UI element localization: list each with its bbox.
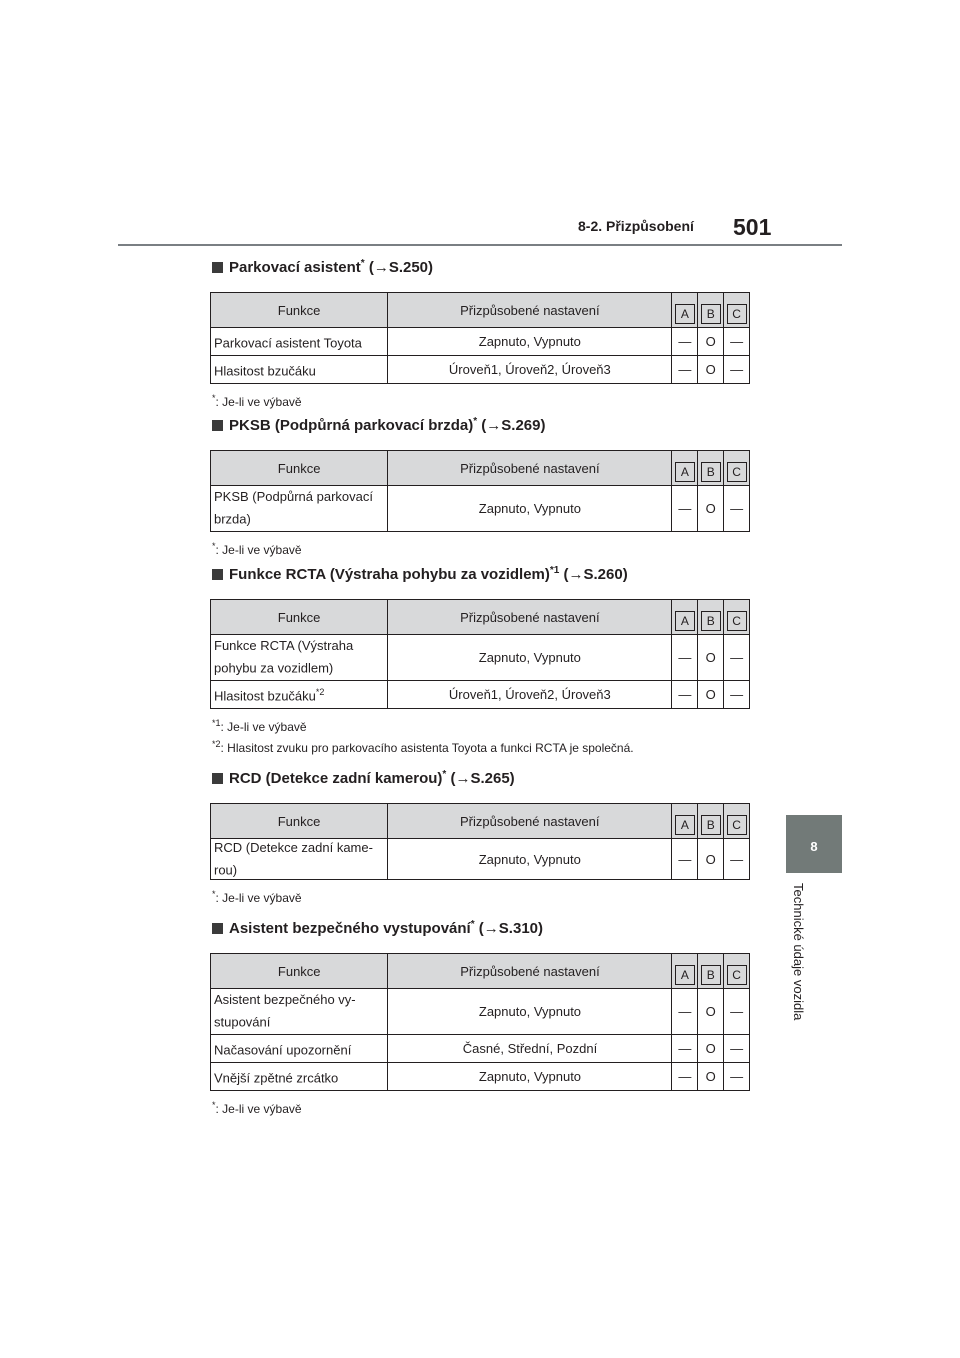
cell-funkce bbox=[211, 635, 388, 681]
cell-c: — bbox=[724, 681, 750, 709]
footnote-text: : Je-li ve výbavě bbox=[215, 395, 302, 409]
settings-table bbox=[210, 599, 750, 709]
cell-funkce bbox=[211, 839, 388, 880]
bullet-square-icon bbox=[212, 923, 223, 934]
cell-a: — bbox=[672, 681, 698, 709]
footnote bbox=[212, 889, 750, 905]
cell-funkce-text: Načasování upozornění bbox=[214, 1042, 352, 1058]
column-header-b bbox=[698, 954, 724, 989]
page-reference-link[interactable]: (→S.310) bbox=[474, 920, 543, 937]
column-header-nastaveni: Přizpůsobené nastavení bbox=[388, 804, 672, 839]
column-header-c bbox=[724, 600, 750, 635]
cell-b: O bbox=[698, 839, 724, 880]
footnote bbox=[212, 718, 750, 734]
cell-funkce-text: Vnější zpětné zrcátko bbox=[214, 1070, 339, 1086]
cell-c: — bbox=[724, 989, 750, 1035]
section-title-text bbox=[229, 919, 543, 937]
cell-funkce-text: Funkce RCTA (Výstraha pohybu za vozidlem) bbox=[214, 638, 354, 676]
footnote-mark: *1 bbox=[212, 718, 221, 728]
section-rcd bbox=[210, 769, 750, 905]
boxed-letter-a: A bbox=[675, 965, 695, 985]
footnote-mark: * bbox=[360, 258, 365, 269]
column-header-funkce: Funkce bbox=[211, 600, 388, 635]
column-header-nastaveni: Přizpůsobené nastavení bbox=[388, 954, 672, 989]
section-title bbox=[212, 258, 750, 280]
footnote bbox=[212, 1100, 750, 1116]
cell-a: — bbox=[672, 328, 698, 356]
section-title-text bbox=[229, 565, 628, 583]
table-header-row bbox=[211, 804, 750, 839]
cell-nastaveni: Časné, Střední, Pozdní bbox=[388, 1035, 672, 1063]
chapter-number: 8 bbox=[810, 839, 818, 854]
section-title bbox=[212, 565, 750, 587]
page-reference-link[interactable]: (→S.250) bbox=[364, 259, 434, 276]
column-header-funkce: Funkce bbox=[211, 804, 388, 839]
section-title bbox=[212, 416, 750, 438]
footnote-mark: * bbox=[212, 1100, 216, 1110]
header-divider bbox=[118, 244, 842, 246]
section-title bbox=[212, 919, 750, 941]
column-header-nastaveni: Přizpůsobené nastavení bbox=[388, 293, 672, 328]
footnote-text: : Je-li ve výbavě bbox=[220, 720, 307, 734]
column-header-funkce: Funkce bbox=[211, 451, 388, 486]
section-title-text bbox=[229, 416, 545, 434]
settings-table bbox=[210, 450, 750, 532]
cell-funkce-text: Asistent bezpečného vy-stupování bbox=[214, 992, 356, 1030]
cell-nastaveni: Zapnuto, Vypnuto bbox=[388, 839, 672, 880]
page-reference-link[interactable]: (→S.269) bbox=[477, 417, 546, 434]
section-pksb bbox=[210, 416, 750, 557]
column-header-a bbox=[672, 954, 698, 989]
footnote-text: : Je-li ve výbavě bbox=[215, 543, 302, 557]
section-parkovaci-asistent bbox=[210, 258, 750, 409]
settings-table bbox=[210, 292, 750, 384]
cell-nastaveni: Zapnuto, Vypnuto bbox=[388, 486, 672, 532]
table-header-row bbox=[211, 600, 750, 635]
cell-funkce bbox=[211, 328, 388, 356]
cell-funkce-text: RCD (Detekce zadní kame-rou) bbox=[214, 840, 373, 878]
chapter-tab[interactable] bbox=[786, 815, 842, 873]
footnote-mark: * bbox=[473, 416, 478, 427]
cell-funkce bbox=[211, 356, 388, 384]
boxed-letter-b: B bbox=[701, 965, 721, 985]
cell-nastaveni: Zapnuto, Vypnuto bbox=[388, 328, 672, 356]
boxed-letter-a: A bbox=[675, 462, 695, 482]
footnote-text: : Je-li ve výbavě bbox=[215, 1102, 302, 1116]
column-header-c bbox=[724, 293, 750, 328]
cell-c: — bbox=[724, 486, 750, 532]
boxed-letter-a: A bbox=[675, 815, 695, 835]
column-header-c bbox=[724, 804, 750, 839]
column-header-b bbox=[698, 804, 724, 839]
cell-c: — bbox=[724, 356, 750, 384]
page-reference-link[interactable]: (→S.265) bbox=[446, 770, 515, 787]
boxed-letter-b: B bbox=[701, 611, 721, 631]
column-header-a bbox=[672, 451, 698, 486]
section-header-title: 8-2. Přizpůsobení bbox=[578, 218, 694, 234]
boxed-letter-c: C bbox=[727, 815, 747, 835]
column-header-c bbox=[724, 451, 750, 486]
footnote-mark: * bbox=[212, 541, 216, 551]
settings-table bbox=[210, 953, 750, 1091]
cell-b: O bbox=[698, 328, 724, 356]
bullet-square-icon bbox=[212, 262, 223, 273]
cell-funkce bbox=[211, 486, 388, 532]
footnote-mark: * bbox=[212, 393, 216, 403]
section-title-label: PKSB (Podpůrná parkovací brzda) bbox=[229, 417, 474, 434]
footnote bbox=[212, 541, 750, 557]
column-header-b bbox=[698, 293, 724, 328]
table-row bbox=[211, 1035, 750, 1063]
table-row bbox=[211, 356, 750, 384]
boxed-letter-b: B bbox=[701, 815, 721, 835]
cell-b: O bbox=[698, 681, 724, 709]
footnote bbox=[212, 739, 750, 755]
cell-a: — bbox=[672, 486, 698, 532]
table-row bbox=[211, 839, 750, 880]
cell-funkce bbox=[211, 989, 388, 1035]
table-header-row bbox=[211, 451, 750, 486]
table-row bbox=[211, 486, 750, 532]
column-header-funkce: Funkce bbox=[211, 954, 388, 989]
cell-nastaveni: Zapnuto, Vypnuto bbox=[388, 1063, 672, 1091]
cell-funkce bbox=[211, 1035, 388, 1063]
cell-footnote-mark: *2 bbox=[315, 687, 325, 698]
cell-c: — bbox=[724, 328, 750, 356]
footnote-mark: *1 bbox=[549, 565, 560, 576]
column-header-a bbox=[672, 600, 698, 635]
cell-nastaveni: Úroveň1, Úroveň2, Úroveň3 bbox=[388, 681, 672, 709]
column-header-b bbox=[698, 451, 724, 486]
settings-table bbox=[210, 803, 750, 880]
cell-b: O bbox=[698, 989, 724, 1035]
cell-funkce-text: PKSB (Podpůrná parkovací brzda) bbox=[214, 489, 373, 527]
cell-a: — bbox=[672, 635, 698, 681]
footnote-mark: * bbox=[442, 769, 447, 780]
boxed-letter-c: C bbox=[727, 965, 747, 985]
cell-b: O bbox=[698, 486, 724, 532]
boxed-letter-b: B bbox=[701, 462, 721, 482]
boxed-letter-a: A bbox=[675, 611, 695, 631]
cell-a: — bbox=[672, 1063, 698, 1091]
bullet-square-icon bbox=[212, 420, 223, 431]
table-row bbox=[211, 328, 750, 356]
cell-c: — bbox=[724, 1063, 750, 1091]
cell-a: — bbox=[672, 356, 698, 384]
cell-b: O bbox=[698, 1063, 724, 1091]
section-title-label: RCD (Detekce zadní kamerou) bbox=[229, 770, 443, 787]
cell-b: O bbox=[698, 635, 724, 681]
section-rcta bbox=[210, 565, 750, 755]
cell-nastaveni: Zapnuto, Vypnuto bbox=[388, 989, 672, 1035]
table-row bbox=[211, 989, 750, 1035]
column-header-c bbox=[724, 954, 750, 989]
boxed-letter-c: C bbox=[727, 462, 747, 482]
footnote bbox=[212, 393, 750, 409]
footnote-text: : Je-li ve výbavě bbox=[215, 891, 302, 906]
column-header-a bbox=[672, 293, 698, 328]
footnote-mark: *2 bbox=[212, 739, 221, 749]
page-number: 501 bbox=[733, 214, 772, 240]
cell-b: O bbox=[698, 356, 724, 384]
chapter-label bbox=[788, 883, 808, 1053]
cell-nastaveni: Zapnuto, Vypnuto bbox=[388, 635, 672, 681]
table-row bbox=[211, 681, 750, 709]
section-title bbox=[212, 769, 750, 791]
boxed-letter-b: B bbox=[701, 304, 721, 324]
page-reference-link[interactable]: (→S.260) bbox=[559, 566, 628, 583]
section-title-label: Parkovací asistent bbox=[229, 259, 361, 276]
chapter-label-text: Technické údaje vozidla bbox=[791, 883, 806, 1021]
cell-c: — bbox=[724, 1035, 750, 1063]
table-row bbox=[211, 635, 750, 681]
column-header-b bbox=[698, 600, 724, 635]
footnote-mark: * bbox=[212, 889, 216, 900]
boxed-letter-a: A bbox=[675, 304, 695, 324]
column-header-nastaveni: Přizpůsobené nastavení bbox=[388, 451, 672, 486]
table-header-row bbox=[211, 293, 750, 328]
section-title-label: Funkce RCTA (Výstraha pohybu za vozidlem) bbox=[229, 566, 550, 583]
cell-funkce-text: Hlasitost bzučáku bbox=[214, 688, 316, 704]
cell-c: — bbox=[724, 839, 750, 880]
section-asistent-vystupovani bbox=[210, 919, 750, 1116]
table-row bbox=[211, 1063, 750, 1091]
footnote-mark: * bbox=[470, 919, 475, 930]
cell-a: — bbox=[672, 1035, 698, 1063]
bullet-square-icon bbox=[212, 569, 223, 580]
boxed-letter-c: C bbox=[727, 304, 747, 324]
boxed-letter-c: C bbox=[727, 611, 747, 631]
cell-c: — bbox=[724, 635, 750, 681]
section-title-text bbox=[229, 258, 433, 276]
column-header-funkce: Funkce bbox=[211, 293, 388, 328]
cell-funkce-text: Hlasitost bzučáku bbox=[214, 363, 316, 379]
section-title-text bbox=[229, 769, 515, 787]
table-header-row bbox=[211, 954, 750, 989]
column-header-nastaveni: Přizpůsobené nastavení bbox=[388, 600, 672, 635]
cell-funkce bbox=[211, 1063, 388, 1091]
column-header-a bbox=[672, 804, 698, 839]
cell-nastaveni: Úroveň1, Úroveň2, Úroveň3 bbox=[388, 356, 672, 384]
cell-a: — bbox=[672, 989, 698, 1035]
bullet-square-icon bbox=[212, 773, 223, 784]
section-title-label: Asistent bezpečného vystupování bbox=[229, 920, 471, 937]
cell-funkce bbox=[211, 681, 388, 709]
cell-funkce-text: Parkovací asistent Toyota bbox=[214, 335, 362, 351]
footnote-text: : Hlasitost zvuku pro parkovacího asistenta Toyota a funkci RCTA je společná. bbox=[220, 741, 634, 755]
cell-b: O bbox=[698, 1035, 724, 1063]
cell-a: — bbox=[672, 839, 698, 880]
